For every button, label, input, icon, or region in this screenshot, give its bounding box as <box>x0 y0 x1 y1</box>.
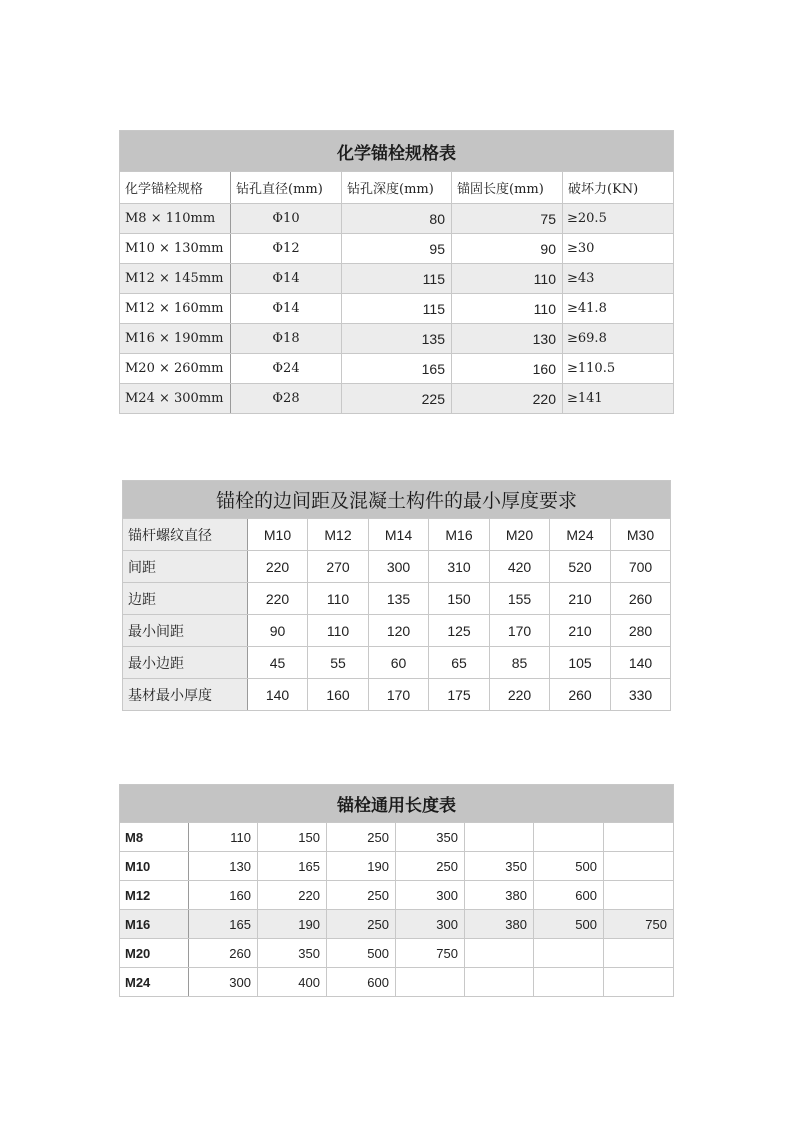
table-cell <box>604 852 674 881</box>
table-header-row <box>120 172 674 204</box>
table-row <box>120 204 674 234</box>
table-row <box>120 968 674 997</box>
table-cell: M16 × 190mm <box>120 324 231 354</box>
table-cell: M30 <box>611 519 671 551</box>
table-cell: 105 <box>550 647 611 679</box>
table-cell: 500 <box>534 852 604 881</box>
table-cell: 260 <box>189 939 258 968</box>
row-label: 间距 <box>123 551 248 583</box>
table-row <box>120 939 674 968</box>
table-cell: 170 <box>490 615 550 647</box>
table-cell: 155 <box>490 583 550 615</box>
table-cell: ≥41.8 <box>563 294 674 324</box>
table-cell <box>465 823 534 852</box>
table-cell <box>465 968 534 997</box>
table-cell: M12 × 160mm <box>120 294 231 324</box>
row-label: M20 <box>120 939 189 968</box>
table-cell: 350 <box>465 852 534 881</box>
table-row <box>120 384 674 414</box>
table-cell: 140 <box>611 647 671 679</box>
table-cell: 110 <box>452 294 563 324</box>
row-label: 最小间距 <box>123 615 248 647</box>
table-cell: 250 <box>396 852 465 881</box>
edge-spacing-table <box>122 480 671 711</box>
table-cell: 500 <box>327 939 396 968</box>
table-cell: 165 <box>258 852 327 881</box>
anchor-spec-table <box>119 130 674 414</box>
table-cell: 45 <box>248 647 308 679</box>
table-cell: Φ18 <box>231 324 342 354</box>
table-cell: 520 <box>550 551 611 583</box>
table-cell: M20 × 260mm <box>120 354 231 384</box>
table-cell <box>604 881 674 910</box>
table-cell: M10 <box>248 519 308 551</box>
row-label: 最小边距 <box>123 647 248 679</box>
table-cell: 115 <box>342 294 452 324</box>
table-cell: 190 <box>258 910 327 939</box>
table-cell: ≥43 <box>563 264 674 294</box>
table-cell: 330 <box>611 679 671 711</box>
table-cell <box>465 939 534 968</box>
table-cell: 170 <box>369 679 429 711</box>
row-label: 基材最小厚度 <box>123 679 248 711</box>
table-cell: M14 <box>369 519 429 551</box>
table-cell: 160 <box>189 881 258 910</box>
table-cell: 250 <box>327 881 396 910</box>
table-cell: 300 <box>189 968 258 997</box>
column-header: 钻孔深度(mm) <box>342 172 452 204</box>
table-cell: 80 <box>342 204 452 234</box>
table-cell: 60 <box>369 647 429 679</box>
table-cell: 260 <box>611 583 671 615</box>
table-row <box>123 647 671 679</box>
table-row <box>120 910 674 939</box>
table-cell: 250 <box>327 910 396 939</box>
table-row <box>120 852 674 881</box>
table-cell: 110 <box>452 264 563 294</box>
table-row <box>123 679 671 711</box>
column-header: 钻孔直径(mm) <box>231 172 342 204</box>
table-title: 锚栓的边间距及混凝土构件的最小厚度要求 <box>123 481 671 519</box>
table-row <box>123 615 671 647</box>
table-cell: M8 × 110mm <box>120 204 231 234</box>
table-cell: Φ12 <box>231 234 342 264</box>
table-cell: 220 <box>490 679 550 711</box>
table-cell: 220 <box>258 881 327 910</box>
table-cell: M10 × 130mm <box>120 234 231 264</box>
table-cell: 220 <box>452 384 563 414</box>
table-title: 锚栓通用长度表 <box>120 785 674 823</box>
table-cell: M16 <box>429 519 490 551</box>
table-cell: 115 <box>342 264 452 294</box>
table-cell: M24 × 300mm <box>120 384 231 414</box>
table-cell <box>604 823 674 852</box>
table-row <box>123 551 671 583</box>
table-cell: 65 <box>429 647 490 679</box>
row-label: M12 <box>120 881 189 910</box>
row-label: 锚杆螺纹直径 <box>123 519 248 551</box>
table-row <box>123 519 671 551</box>
table-cell: 600 <box>327 968 396 997</box>
table-cell: 600 <box>534 881 604 910</box>
table-cell <box>604 968 674 997</box>
table-cell: 135 <box>342 324 452 354</box>
table-cell: 400 <box>258 968 327 997</box>
table-cell: 150 <box>429 583 490 615</box>
anchor-length-table <box>119 784 674 997</box>
table-cell: 300 <box>396 910 465 939</box>
table-cell: 260 <box>550 679 611 711</box>
table-cell: M24 <box>550 519 611 551</box>
table-cell: Φ24 <box>231 354 342 384</box>
table-cell: 120 <box>369 615 429 647</box>
table-cell: 160 <box>308 679 369 711</box>
table-cell: ≥110.5 <box>563 354 674 384</box>
table-cell: 220 <box>248 551 308 583</box>
table-cell: Φ28 <box>231 384 342 414</box>
table-cell: 225 <box>342 384 452 414</box>
table-row <box>123 583 671 615</box>
row-label: M10 <box>120 852 189 881</box>
table-cell: 165 <box>342 354 452 384</box>
table-cell: 210 <box>550 615 611 647</box>
table-cell: 350 <box>258 939 327 968</box>
table-cell: 110 <box>189 823 258 852</box>
table-cell: 165 <box>189 910 258 939</box>
table-cell: 175 <box>429 679 490 711</box>
table-row <box>120 234 674 264</box>
table-row <box>120 324 674 354</box>
table-cell: 310 <box>429 551 490 583</box>
table-cell: 55 <box>308 647 369 679</box>
table-cell: M12 × 145mm <box>120 264 231 294</box>
table-cell <box>604 939 674 968</box>
table-cell: 380 <box>465 910 534 939</box>
table-row <box>120 354 674 384</box>
table-cell: 300 <box>396 881 465 910</box>
row-label: M16 <box>120 910 189 939</box>
table-cell <box>534 939 604 968</box>
table-cell: M20 <box>490 519 550 551</box>
table-cell: 280 <box>611 615 671 647</box>
table-cell: 130 <box>189 852 258 881</box>
table-cell: 220 <box>248 583 308 615</box>
table-cell: Φ14 <box>231 294 342 324</box>
table-cell: 420 <box>490 551 550 583</box>
table-row <box>120 881 674 910</box>
table-cell: M12 <box>308 519 369 551</box>
table-title: 化学锚栓规格表 <box>120 131 674 172</box>
table-cell: 90 <box>248 615 308 647</box>
table-cell: ≥141 <box>563 384 674 414</box>
table-cell: 750 <box>604 910 674 939</box>
table-cell: 350 <box>396 823 465 852</box>
table-cell: 700 <box>611 551 671 583</box>
table-cell: 110 <box>308 615 369 647</box>
table-cell: 135 <box>369 583 429 615</box>
table-cell: 250 <box>327 823 396 852</box>
table-cell: 90 <box>452 234 563 264</box>
table-cell: 190 <box>327 852 396 881</box>
table-cell: 210 <box>550 583 611 615</box>
table-cell: 140 <box>248 679 308 711</box>
table-cell: 95 <box>342 234 452 264</box>
column-header: 破坏力(KN) <box>563 172 674 204</box>
table-row <box>120 294 674 324</box>
table-cell: Φ14 <box>231 264 342 294</box>
table-cell: ≥69.8 <box>563 324 674 354</box>
table-cell: 150 <box>258 823 327 852</box>
table-cell <box>396 968 465 997</box>
table-cell: Φ10 <box>231 204 342 234</box>
table-cell: 85 <box>490 647 550 679</box>
row-label: M24 <box>120 968 189 997</box>
row-label: 边距 <box>123 583 248 615</box>
table-cell: ≥30 <box>563 234 674 264</box>
column-header: 化学锚栓规格 <box>120 172 231 204</box>
row-label: M8 <box>120 823 189 852</box>
table-cell: 130 <box>452 324 563 354</box>
table-cell <box>534 823 604 852</box>
table-cell: ≥20.5 <box>563 204 674 234</box>
table-row <box>120 823 674 852</box>
table-cell: 110 <box>308 583 369 615</box>
table-cell: 380 <box>465 881 534 910</box>
table-cell: 270 <box>308 551 369 583</box>
table-cell: 500 <box>534 910 604 939</box>
table-cell: 75 <box>452 204 563 234</box>
table-cell: 125 <box>429 615 490 647</box>
table-cell: 300 <box>369 551 429 583</box>
table-row <box>120 264 674 294</box>
table-cell: 160 <box>452 354 563 384</box>
column-header: 锚固长度(mm) <box>452 172 563 204</box>
table-cell <box>534 968 604 997</box>
table-cell: 750 <box>396 939 465 968</box>
